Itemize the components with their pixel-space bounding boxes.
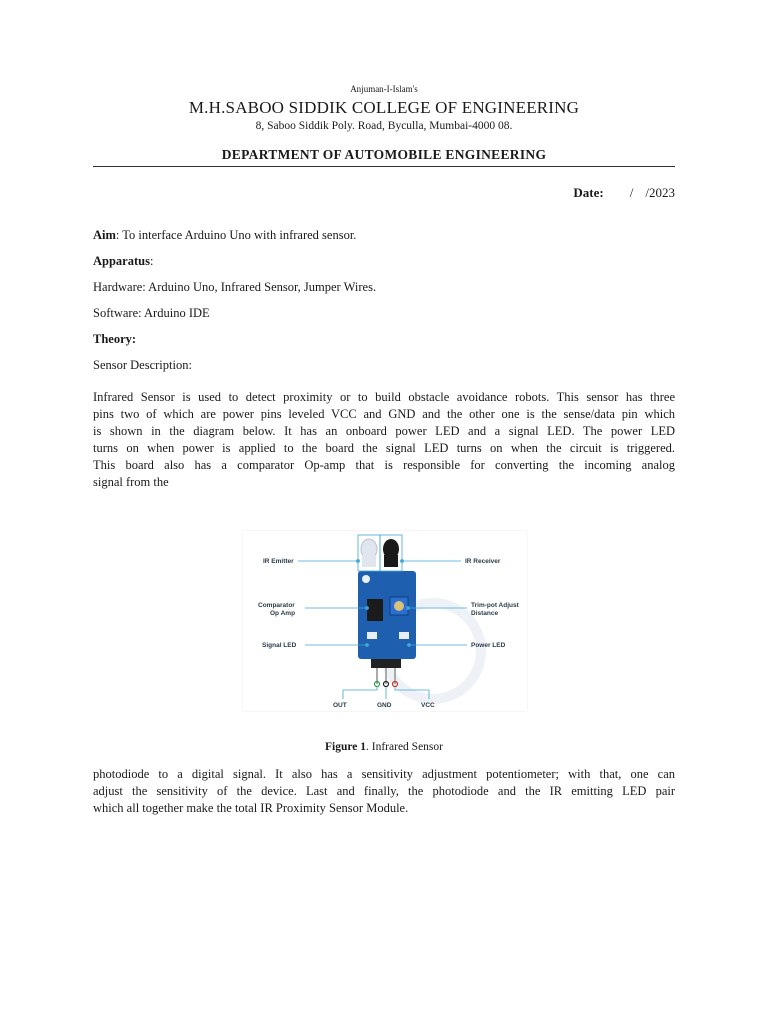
ir-emitter-body — [362, 555, 376, 567]
ir-receiver-body — [384, 555, 398, 567]
figure-caption — [0, 741, 768, 753]
label-gnd: GND — [377, 702, 392, 709]
paragraph-line: turns on when power is applied to the board the signal LED turns on when the circuit is triggered. — [93, 441, 675, 455]
paragraph-line: Infrared Sensor is used to detect proximity or to build obstacle avoidance robots. This sensor has three — [93, 390, 675, 404]
department-title: DEPARTMENT OF AUTOMOBILE ENGINEERING — [221, 147, 547, 162]
paragraph-line: signal from the — [93, 475, 169, 489]
paragraph-line: This board also has a comparator Op-amp that is responsible for converting the incoming analog — [93, 458, 675, 472]
hardware-line: Hardware: Arduino Uno, Infrared Sensor, Jumper Wires. — [93, 280, 377, 294]
label-ir-receiver: IR Receiver — [465, 558, 501, 565]
figure-caption-text: . Infrared Sensor — [366, 741, 443, 753]
paragraph-line: pins two of which are power pins leveled VCC and GND and the other one is the sense/data pin which — [93, 407, 675, 421]
apparatus-suffix: : — [149, 254, 154, 268]
mount-hole-icon — [362, 575, 370, 583]
date-label: Date: — [573, 185, 604, 200]
college-address: 8, Saboo Siddik Poly. Road, Byculla, Mumbai-4000 08. — [255, 120, 513, 132]
aim-label: Aim — [93, 228, 116, 242]
aim-text: : To interface Arduino Uno with infrared sensor. — [115, 228, 357, 242]
figure-caption-label: Figure 1 — [325, 741, 367, 753]
college-name: M.H.SABOO SIDDIK COLLEGE OF ENGINEERING — [188, 98, 580, 117]
sensor-diagram — [243, 531, 527, 711]
date-separator: / — [629, 185, 634, 200]
theory-heading: Theory: — [93, 332, 137, 346]
theory-paragraph-2 — [93, 766, 675, 817]
signal-led — [367, 632, 377, 639]
sensor-description-heading: Sensor Description: — [93, 358, 192, 372]
power-led — [399, 632, 409, 639]
trim-pot-knob-icon — [394, 601, 404, 611]
comparator-chip — [367, 599, 383, 621]
apparatus-label: Apparatus — [93, 254, 150, 268]
infrared-sensor-figure — [243, 531, 527, 711]
label-comparator-2: Op Amp — [270, 610, 296, 617]
label-power-led: Power LED — [471, 642, 506, 649]
society-name: Anjuman-I-Islam's — [350, 84, 418, 94]
software-line: Software: Arduino IDE — [93, 306, 210, 320]
label-comparator-1: Comparator — [258, 602, 295, 609]
pin-header — [371, 659, 401, 668]
paragraph-line: which all together make the total IR Proximity Sensor Module. — [93, 801, 409, 815]
label-signal-led: Signal LED — [262, 642, 297, 649]
label-trimpot-2: Distance — [471, 610, 499, 617]
date-year: /2023 — [645, 185, 675, 200]
label-ir-emitter: IR Emitter — [263, 558, 294, 565]
paragraph-line: photodiode to a digital signal. It also has a sensitivity adjustment potentiometer; with that, one can — [93, 767, 675, 781]
header-divider — [93, 166, 675, 167]
aim-line — [93, 228, 356, 243]
label-trimpot-1: Trim-pot Adjust — [471, 602, 519, 609]
label-out: OUT — [333, 702, 347, 709]
paragraph-line: adjust the sensitivity of the device. Last and finally, the photodiode and the IR emitting LED pair — [93, 784, 675, 798]
date-line — [573, 185, 675, 201]
label-vcc: VCC — [421, 702, 435, 709]
paragraph-line: is shown in the diagram below. It has an onboard power LED and a signal LED. The power LED — [93, 424, 675, 438]
apparatus-line — [93, 254, 153, 269]
theory-paragraph-1 — [93, 389, 675, 491]
